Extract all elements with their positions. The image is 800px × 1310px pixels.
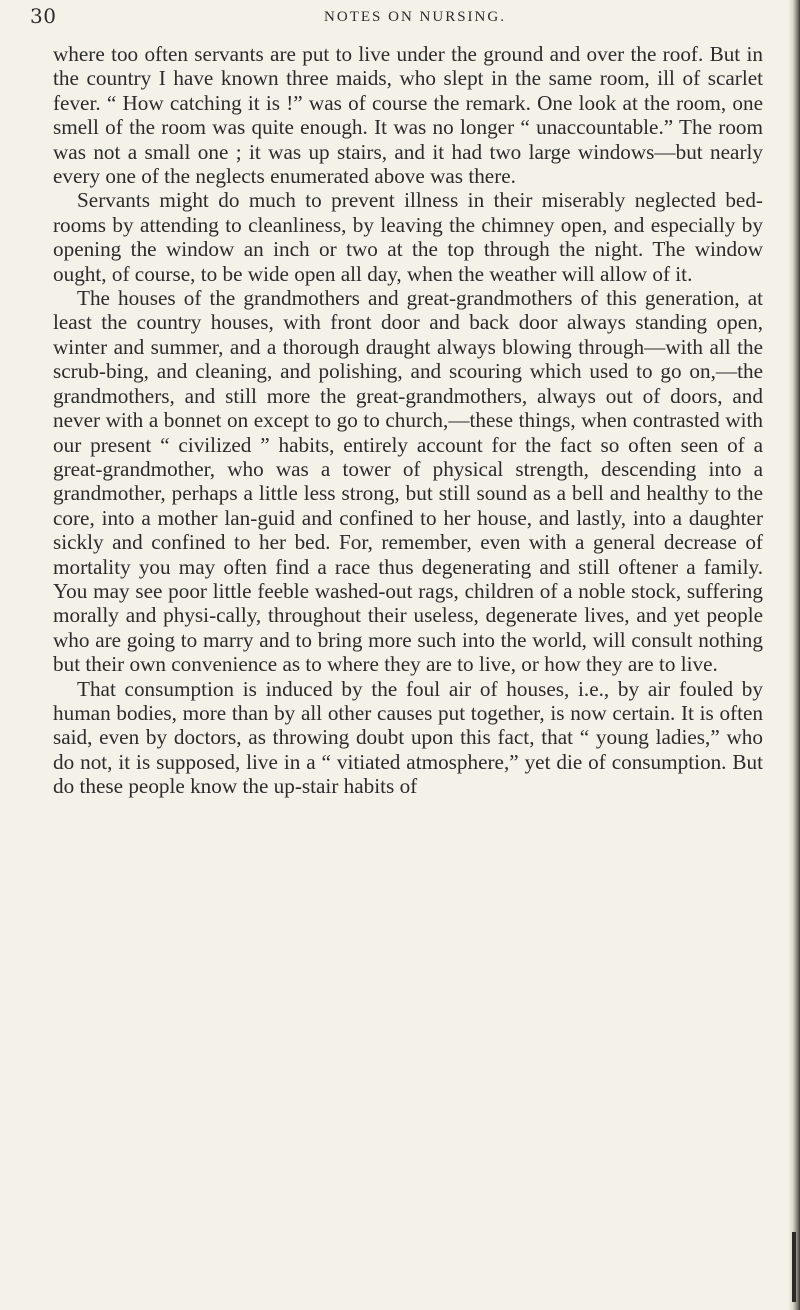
paragraph-2: Servants might do much to prevent illness in their miserably neglected bed-rooms by attending to cleanliness, by leaving the chimney open, and especially by opening the window an inch or two at the top through the night. The window ought, of course, to be wide open all day, when the weather will allow of it. [53,188,763,286]
page-number: 30 [30,4,57,28]
paragraph-1: where too often servants are put to live under the ground and over the roof. But in the country I have known three maids, who slept in the same room, ill of scarlet fever. “ How catching it is !” was of course the remark. One look at the room, one smell of the room was quite enough. It was no longer “ unaccountable.” The room was not a small one ; it was up stairs, and it had two large windows—but nearly every one of the neglects enumerated above was there. [53,42,763,189]
paragraph-4: That consumption is induced by the foul air of houses, i.e., by air fouled by human bodies, more than by all other causes put together, is now certain. It is often said, even by doctors, as throwing doubt upon this fact, that “ young ladies,” who do not, it is supposed, live in a “ vitiated atmosphere,” yet die of consumption. But do these people know the up-stair habits of [53,676,763,799]
body-text [53,42,763,799]
page-binding-edge [788,0,800,1310]
paragraph-3: The houses of the grandmothers and great-grandmothers of this generation, at least the country houses, with front door and back door always standing open, winter and summer, and a thorough draught always blowing through—with all the scrub-bing, and cleaning, and polishing, and scouring which used to go on,—the grandmothers, and still more the great-grandmothers, always out of doors, and never with a bonnet on except to go to church,—these things, when contrasted with our present “ civilized ” habits, entirely account for the fact so often seen of a great-grandmother, who was a tower of physical strength, descending into a grandmother, perhaps a little less strong, but still sound as a bell and healthy to the core, into a mother lan-guid and confined to her house, and lastly, into a daughter sickly and confined to her bed. For, remember, even with a general decrease of mortality you may often find a race thus degenerating and still oftener a family. You may see poor little feeble washed-out rags, children of a noble stock, suffering morally and physi-cally, throughout their useless, degenerate lives, and yet people who are going to marry and to bring more such into the world, will consult nothing but their own convenience as to where they are to live, or how they are to live. [53,286,763,677]
edge-mark [792,1232,796,1302]
running-head: NOTES ON NURSING. [324,9,506,25]
